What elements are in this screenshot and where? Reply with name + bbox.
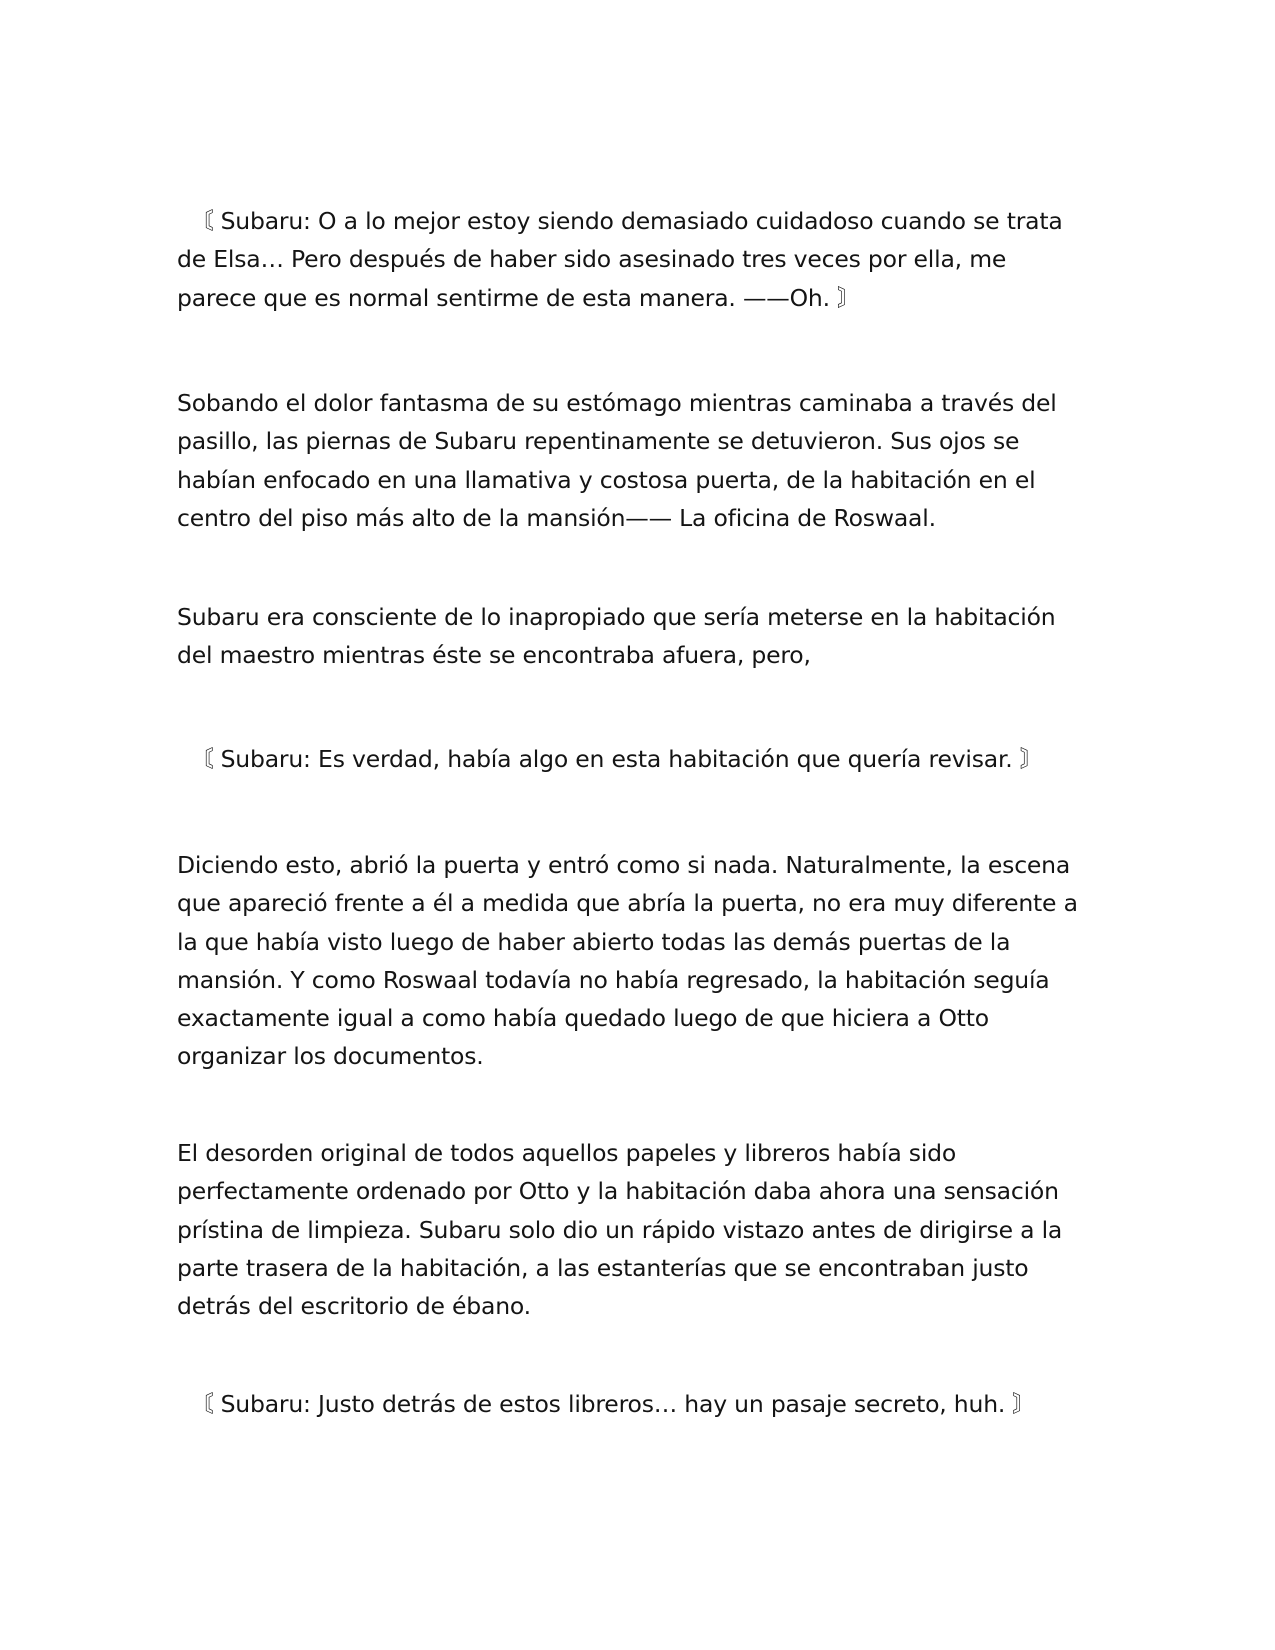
paragraph-1-line-2: de Elsa… Pero después de haber sido asesinado tres veces por ella, me [177,245,1007,274]
paragraph-1-dialogue [177,202,1107,317]
paragraph-5-line-1: Diciendo esto, abrió la puerta y entró como si nada. Naturalmente, la escena [177,851,1071,879]
paragraph-7-dialogue [190,1385,1107,1423]
paragraph-5-line-2: que apareció frente a él a medida que abría la puerta, no era muy diferente a [177,889,1078,918]
paragraph-5-narration [177,846,1107,1076]
paragraph-4-line-1: 〘 Subaru: Es verdad, había algo en esta habitación que quería revisar. 〙 [190,745,1044,773]
paragraph-1-line-1: 〘 Subaru: O a lo mejor estoy siendo demasiado cuidadoso cuando se trata [190,207,1063,235]
paragraph-2-line-4: centro del piso más alto de la mansión—— La oficina de Roswaal. [177,503,936,532]
paragraph-2-narration [177,384,1107,537]
paragraph-3-line-2: del maestro mientras éste se encontraba afuera, pero, [177,641,811,670]
paragraph-6-narration [177,1134,1107,1325]
paragraph-6-line-3: prístina de limpieza. Subaru solo dio un rápido vistazo antes de dirigirse a la [177,1215,1063,1244]
paragraph-6-line-2: perfectamente ordenado por Otto y la habitación daba ahora una sensación [177,1177,1059,1206]
paragraph-6-line-4: parte trasera de la habitación, a las estanterías que se encontraban justo [177,1253,1029,1282]
paragraph-3-narration [177,598,1107,675]
paragraph-5-line-6: organizar los documentos. [177,1042,484,1071]
paragraph-2-line-2: pasillo, las piernas de Subaru repentinamente se detuvieron. Sus ojos se [177,427,1020,456]
paragraph-2-line-3: habían enfocado en una llamativa y costosa puerta, de la habitación en el [177,465,1036,494]
paragraph-2-line-1: Sobando el dolor fantasma de su estómago mientras caminaba a través del [177,389,1057,417]
paragraph-5-line-3: la que había visto luego de haber abierto todas las demás puertas de la [177,927,1011,956]
paragraph-3-line-1: Subaru era consciente de lo inapropiado que sería meterse en la habitación [177,603,1056,631]
paragraph-1-line-3: parece que es normal sentirme de esta manera. ——Oh. 〙 [177,283,861,312]
paragraph-4-dialogue [190,740,1107,778]
paragraph-6-line-1: El desorden original de todos aquellos papeles y libreros había sido [177,1139,957,1167]
paragraph-5-line-5: exactamente igual a como había quedado luego de que hiciera a Otto [177,1004,989,1033]
paragraph-5-line-4: mansión. Y como Roswaal todavía no había regresado, la habitación seguía [177,965,1050,994]
paragraph-7-line-1: 〘 Subaru: Justo detrás de estos libreros… hay un pasaje secreto, huh. 〙 [190,1390,1036,1418]
paragraph-6-line-5: detrás del escritorio de ébano. [177,1292,531,1321]
